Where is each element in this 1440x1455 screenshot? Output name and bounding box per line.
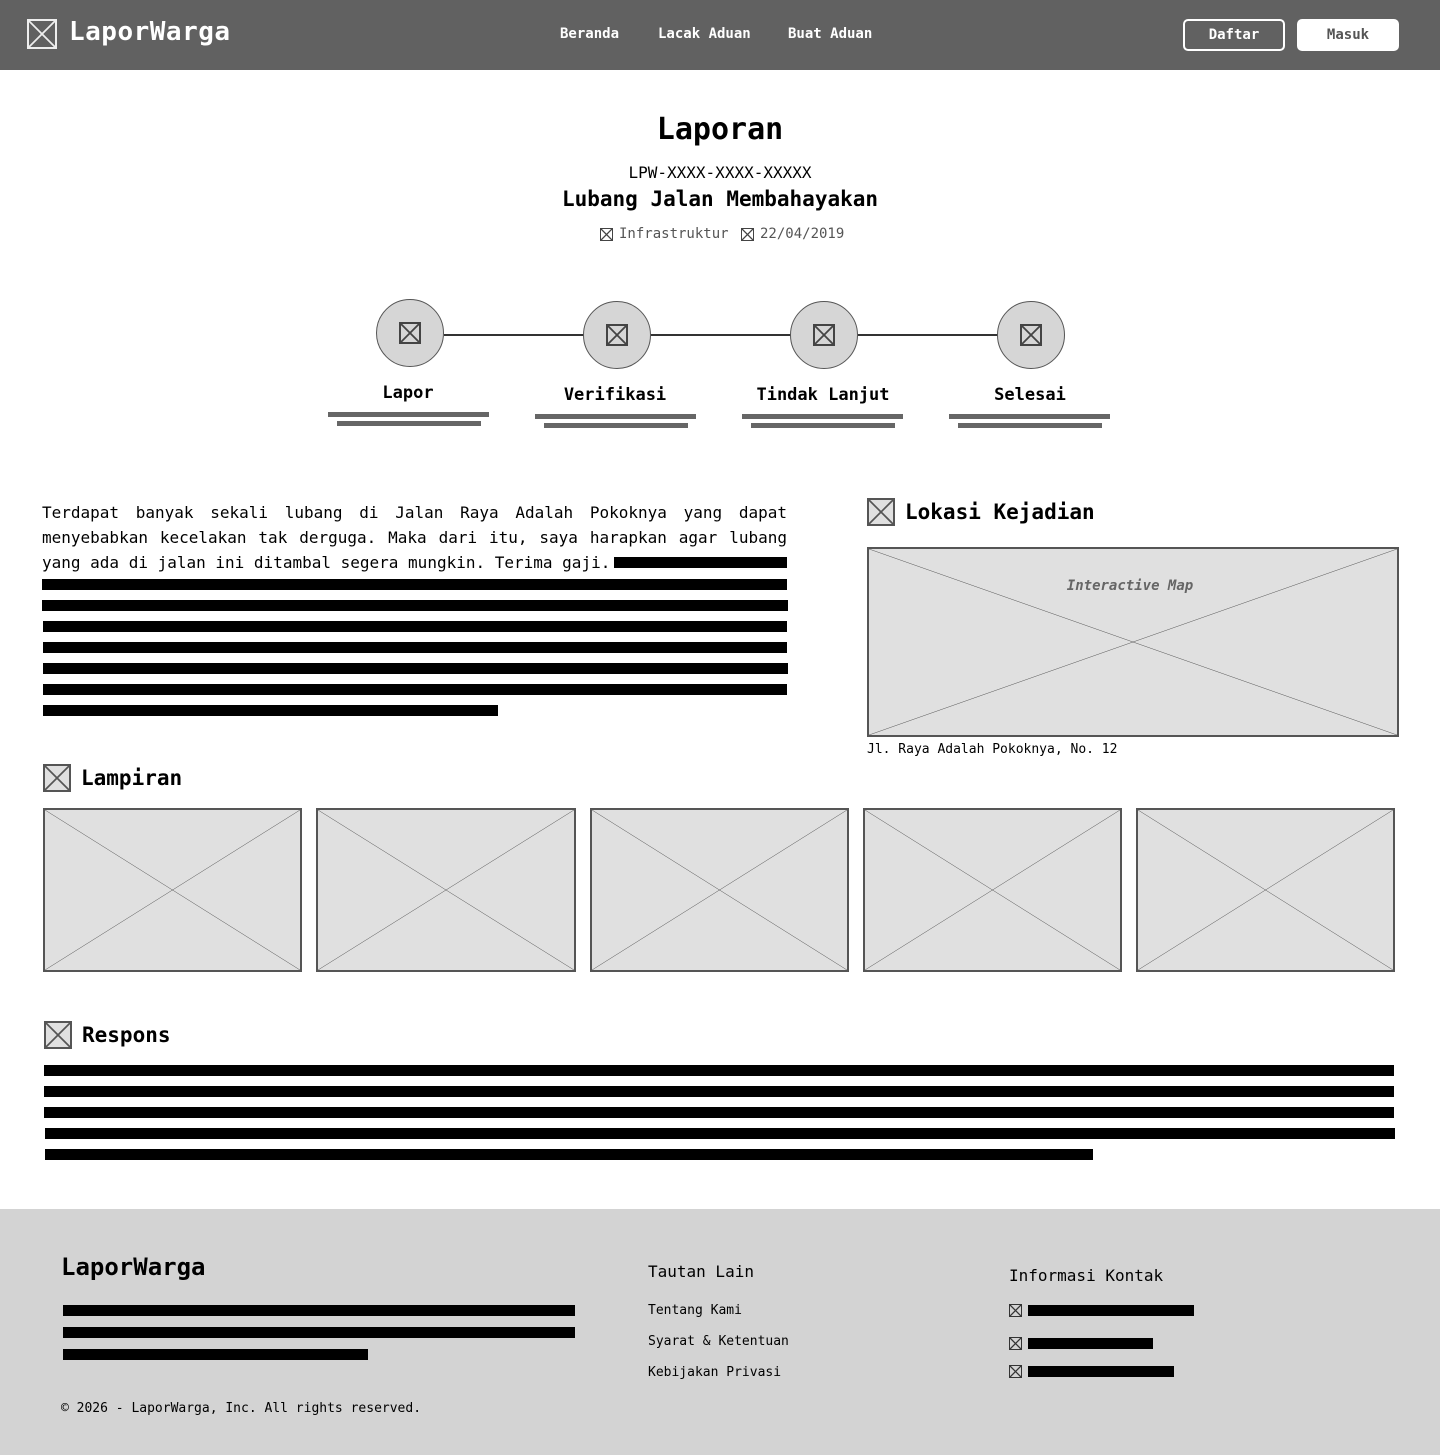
response-heading (44, 1021, 171, 1049)
step-text-bar (751, 423, 895, 428)
redacted-text-line (43, 621, 787, 632)
logo-placeholder-icon (27, 19, 57, 49)
redacted-text-line (43, 705, 498, 716)
category-icon (600, 228, 613, 241)
step-selesai-circle (997, 301, 1065, 369)
nav-beranda[interactable]: Beranda (560, 26, 620, 42)
redacted-text-line (44, 1107, 1394, 1118)
step-placeholder-icon (813, 324, 835, 346)
redacted-text-line (44, 1086, 1394, 1097)
attachments-heading-text: Lampiran (81, 766, 183, 790)
footer-text-line (63, 1305, 575, 1316)
contact-value-redacted (1028, 1305, 1194, 1316)
footer-text-line (63, 1327, 575, 1338)
page-title: Laporan (656, 112, 784, 147)
step-text-bar (949, 414, 1110, 419)
footer-link-syarat-ketentuan[interactable]: Syarat & Ketentuan (648, 1334, 789, 1349)
contact-value-redacted (1028, 1366, 1174, 1377)
step-text-bar (328, 412, 489, 417)
location-address: Jl. Raya Adalah Pokoknya, No. 12 (867, 742, 1118, 757)
location-icon (867, 498, 895, 526)
response-icon (44, 1021, 72, 1049)
location-heading (867, 498, 1095, 526)
contact-phone-icon (1009, 1337, 1022, 1350)
report-category (600, 226, 729, 242)
step-placeholder-icon (399, 322, 421, 344)
footer-contact-heading: Informasi Kontak (1009, 1266, 1164, 1285)
footer-brand: LaporWarga (61, 1253, 206, 1281)
redacted-text-line (614, 557, 787, 568)
nav-lacak-aduan[interactable]: Lacak Aduan (658, 26, 751, 42)
step-text-bar (337, 421, 481, 426)
attachment-thumbnail[interactable] (590, 808, 849, 972)
report-date (741, 226, 844, 242)
footer-text-line (63, 1349, 368, 1360)
contact-address-icon (1009, 1365, 1022, 1378)
report-id: LPW-XXXX-XXXX-XXXXX (628, 163, 812, 182)
step-label: Lapor (382, 383, 434, 403)
attachments-heading (43, 764, 182, 792)
top-navbar (0, 0, 1440, 70)
footer-link-tentang-kami[interactable]: Tentang Kami (648, 1303, 742, 1318)
response-heading-text: Respons (82, 1023, 171, 1047)
category-label: Infrastruktur (619, 226, 729, 242)
footer-links-heading: Tautan Lain (648, 1262, 754, 1281)
step-connector (651, 334, 791, 336)
step-connector (444, 334, 584, 336)
attachment-thumbnail[interactable] (863, 808, 1122, 972)
attachment-thumbnail[interactable] (1136, 808, 1395, 972)
map-label: Interactive Map (1066, 578, 1194, 594)
redacted-text-line (43, 684, 787, 695)
step-placeholder-icon (606, 324, 628, 346)
redacted-text-line (42, 579, 787, 590)
redacted-text-line (42, 600, 788, 611)
login-button[interactable]: Masuk (1297, 19, 1399, 51)
contact-email-icon (1009, 1304, 1022, 1317)
interactive-map[interactable] (867, 547, 1399, 737)
nav-buat-aduan[interactable]: Buat Aduan (788, 26, 873, 42)
calendar-icon (741, 228, 754, 241)
redacted-text-line (43, 642, 787, 653)
attachment-thumbnail[interactable] (316, 808, 576, 972)
copyright-text: © 2026 - LaporWarga, Inc. All rights reserved. (61, 1401, 422, 1416)
step-text-bar (535, 414, 696, 419)
location-heading-text: Lokasi Kejadian (905, 500, 1095, 524)
report-title: Lubang Jalan Membahayakan (561, 187, 879, 211)
step-tindak-lanjut-circle (790, 301, 858, 369)
step-label: Selesai (994, 385, 1066, 405)
report-description: Terdapat banyak sekali lubang di Jalan Raya Adalah Pokoknya yang dapat menyebabkan kecelakan tak derguga. Maka dari itu, saya harapkan agar lubang yang ada di jalan ini ditambal segera mungkin. Terima gaji. (42, 503, 787, 572)
step-label: Tindak Lanjut (756, 385, 890, 405)
brand-logo-text[interactable]: LaporWarga (69, 17, 231, 47)
step-connector (858, 334, 998, 336)
redacted-text-line (44, 1065, 1394, 1076)
step-text-bar (544, 423, 688, 428)
date-label: 22/04/2019 (760, 226, 845, 242)
footer-link-kebijakan-privasi[interactable]: Kebijakan Privasi (648, 1365, 782, 1380)
contact-value-redacted (1028, 1338, 1153, 1349)
redacted-text-line (45, 1128, 1395, 1139)
step-text-bar (742, 414, 903, 419)
redacted-text-line (45, 1149, 1093, 1160)
step-label: Verifikasi (563, 385, 667, 405)
step-text-bar (958, 423, 1102, 428)
step-verifikasi-circle (583, 301, 651, 369)
redacted-text-line (43, 663, 788, 674)
attachment-icon (43, 764, 71, 792)
attachment-thumbnail[interactable] (43, 808, 302, 972)
register-button[interactable]: Daftar (1183, 19, 1285, 51)
step-placeholder-icon (1020, 324, 1042, 346)
step-lapor-circle (376, 299, 444, 367)
